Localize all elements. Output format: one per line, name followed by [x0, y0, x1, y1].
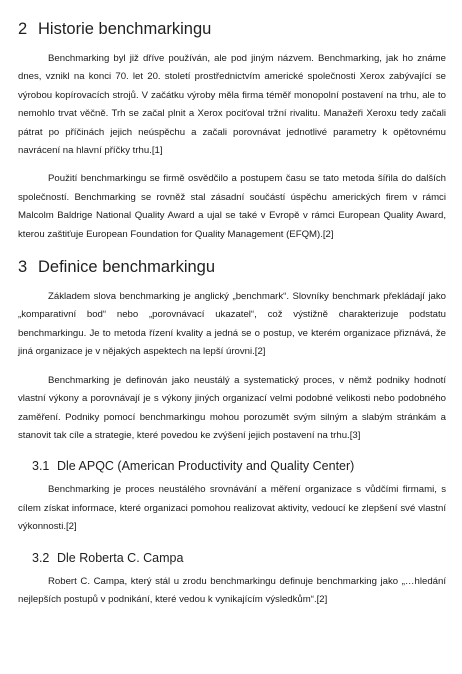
subsection-heading [18, 549, 446, 567]
subsection-heading [18, 457, 446, 475]
paragraph: Robert C. Campa, který stál u zrodu benchmarkingu definuje benchmarking jako „…hledání nejlepších postupů v podnikání, které vedou k vynikajícím výsledkům“.[2] [18, 575, 446, 605]
section-number: 2 [18, 20, 28, 38]
paragraph: Základem slova benchmarking je anglický „benchmark“. Slovníky benchmark překládají jako „komparativní bod“ nebo „porovnávací ukazatel“, což výstižně charakterizuje podstatu benchmarkingu. Je to metoda řízení kvality a jedná se o postup, ve kterém organizace přiznává, že jiná organizace je v nějakých aspektech na lepší úrovni.[2] [18, 291, 446, 358]
section-title: Historie benchmarkingu [38, 20, 212, 38]
section-heading [18, 18, 446, 40]
subsection-number: 3.2 [32, 550, 50, 565]
section-number: 3 [18, 258, 28, 277]
subsection-title: Dle APQC (American Productivity and Quality Center) [57, 459, 355, 474]
paragraph: Benchmarking je definován jako neustálý a systematický proces, v němž podniky hodnotí vlastní výkony a porovnávají je s výkony jiných organizací velmi podobné velikosti nebo podobného zaměření. Podniky pomocí benchmarkingu mohou porozumět svým silným a slabým stránkám a stanovit tak cíle a strategie, které povedou ke zvýšení jejich postavení na trhu.[3] [18, 374, 446, 441]
paragraph: Použití benchmarkingu se firmě osvědčilo a postupem času se tato metoda šířila do dalších společností. Benchmarking se rovněž stal zásadní součástí úspěchu amerických firem v rámci Malcolm Baldrige National Quality Award a ujal se také v Evropě v rámci European Quality Award, kterou zaštiťuje European Foundation for Quality Management (EFQM).[2] [18, 173, 446, 240]
paragraph: Benchmarking byl již dříve používán, ale pod jiným názvem. Benchmarking, jak ho známe dnes, vznikl na konci 70. let 20. století prostřednictvím americké společnosti Xerox zabývající se výrobou kopírovacích strojů. V začátku výroby měla firma téměř monopolní postavení na trhu, ale to nemohlo trvat věčně. Trh se začal plnit a Xerox pociťoval tržní rivalitu. Manažeři Xeroxu tedy začali pátrat po příčinách jejich neúspěchu a začali porovnávat jednotlivé parametry k opětovnému navrácení na hlavní příčky trhu.[1] [18, 53, 446, 157]
subsection-number: 3.1 [32, 459, 50, 474]
subsection-title: Dle Roberta C. Campa [57, 550, 184, 565]
paragraph: Benchmarking je proces neustálého srovnávání a měření organizace s vůdčími firmami, s cílem získat informace, které organizaci pomohou realizovat aktivity, vedoucí ke zlepšení své vlastní výkonnosti.[2] [18, 484, 446, 533]
section-heading [18, 256, 446, 278]
section-title: Definice benchmarkingu [38, 258, 216, 277]
